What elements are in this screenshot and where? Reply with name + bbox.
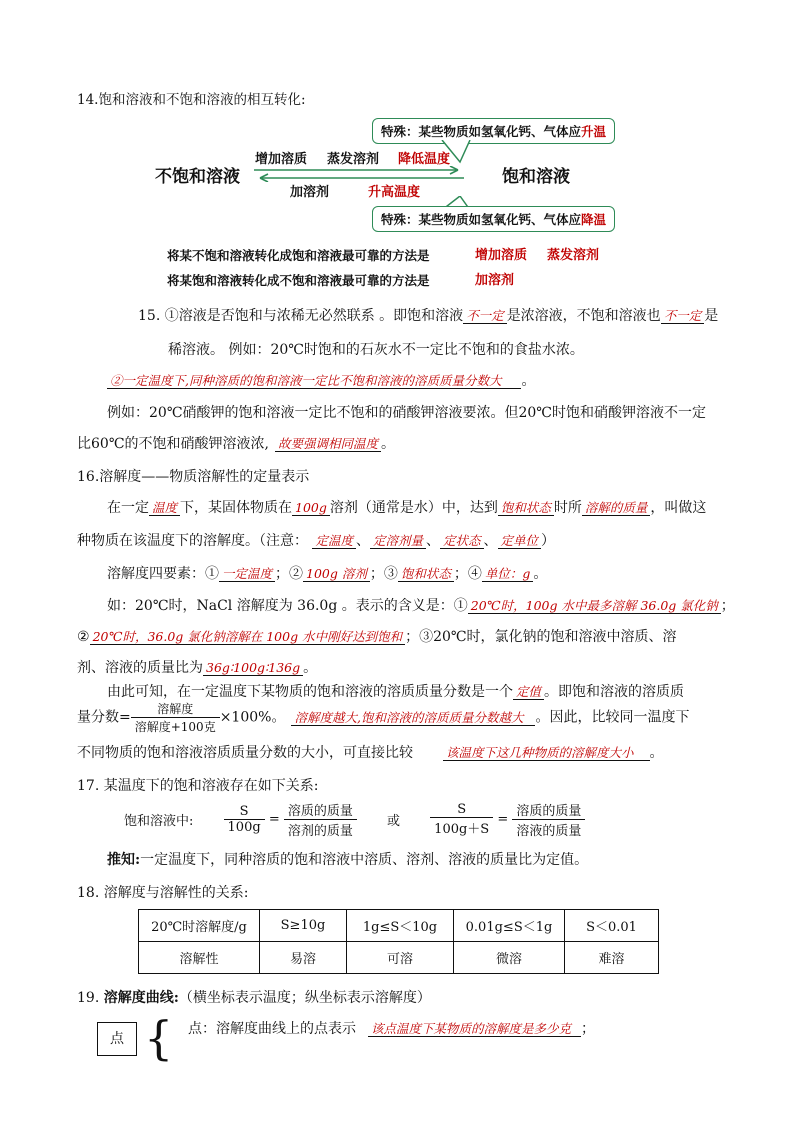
method-unsat-answer-1: 增加溶质 xyxy=(475,248,528,263)
section-16-line-9 xyxy=(77,742,664,762)
s16-note-end: ） xyxy=(541,533,556,549)
special-note-cool xyxy=(372,206,615,232)
s16-elements-end: 。 xyxy=(533,566,548,582)
s17-f4-den: 溶液的质量 xyxy=(516,824,582,839)
section-16-line-6 xyxy=(77,657,317,677)
arrow-label-add-solute: 增加溶质 xyxy=(255,152,308,167)
s16-sep-2: 、 xyxy=(425,533,440,549)
s16-example-3: ；③20℃时，氯化钠的饱和溶液中溶质、溶 xyxy=(405,629,677,645)
section-17-formulas xyxy=(124,800,585,839)
solubility-table xyxy=(138,909,659,974)
s16-answer-saturated: 饱和状态 xyxy=(498,501,554,516)
section-16-line-7 xyxy=(107,681,684,701)
table-cell: 可溶 xyxy=(347,942,454,974)
s17-f1-den: 100g xyxy=(227,820,261,835)
s16-note-1: 定温度 xyxy=(312,534,356,549)
s16-formula-answer: 溶解度越大,饱和溶液的溶质质量分数越大 xyxy=(291,711,535,726)
s17-f3-num: S xyxy=(430,802,493,818)
table-row xyxy=(139,910,659,942)
s16-note-2: 定溶剂量 xyxy=(370,534,426,549)
s15-text-c: 是浓溶液，不饱和溶液也 xyxy=(506,308,661,324)
s16-formula-fraction xyxy=(131,700,220,735)
section-16-line-4 xyxy=(107,595,735,615)
s16-elements-b: ；② xyxy=(275,566,304,582)
section-16-title: 16.溶解度——物质溶解性的定量表示 xyxy=(77,469,310,485)
s17-f1-num: S xyxy=(224,804,265,820)
method-sat-to-unsat: 将某饱和溶液转化成不饱和溶液最可靠的方法是 xyxy=(167,273,430,288)
s16-element-3: 饱和状态 xyxy=(398,567,454,582)
s16-text-b: 下，某固体物质在 xyxy=(180,500,293,516)
s16-answer-temperature: 温度 xyxy=(149,501,180,516)
s19-heading-note: （横坐标表示温度；纵坐标表示溶解度） xyxy=(178,990,431,1006)
s16-text-d: 时所 xyxy=(553,500,582,516)
section-17-inference xyxy=(107,849,588,869)
table-cell: 1g≤S＜10g xyxy=(347,910,454,942)
s16-note-intro: 种物质在该温度下的溶解度。（注意： xyxy=(77,533,308,549)
section-16-line-1 xyxy=(107,497,706,517)
method-sat-answer: 加溶剂 xyxy=(475,273,515,288)
s16-compare-end: 。 xyxy=(649,745,664,761)
s17-f3-den: 100g＋S xyxy=(434,822,490,837)
s16-example-intro: 如：20℃时，NaCl 溶解度为 36.0g 。表示的含义是：① xyxy=(107,598,468,614)
s17-inference-text: 一定温度下，同种溶质的饱和溶液中溶质、溶剂、溶液的质量比为定值。 xyxy=(140,852,589,868)
s17-equals-1: = xyxy=(268,812,280,827)
formula-denominator: 溶解度+100克 xyxy=(134,720,216,734)
s17-fraction-1 xyxy=(224,804,265,835)
special-note-heat-key: 升温 xyxy=(581,124,607,139)
method-unsat-answer-2: 蒸发溶剂 xyxy=(547,248,600,263)
saturated-solution-label: 饱和溶液 xyxy=(502,167,570,187)
s15-text-d: 是 xyxy=(704,308,719,324)
conversion-arrows xyxy=(252,166,468,182)
table-cell: 易溶 xyxy=(260,942,347,974)
s16-text-a: 在一定 xyxy=(107,500,149,516)
s16-ratio-end: 。 xyxy=(303,660,318,676)
table-cell: 溶解性 xyxy=(139,942,260,974)
s15-text-b: 。即饱和溶液 xyxy=(379,308,464,324)
special-note-cool-text: 特殊：某些物质如氢氧化钙、气体应 xyxy=(381,212,582,227)
special-note-heat-text: 特殊：某些物质如氢氧化钙、气体应 xyxy=(381,124,582,139)
arrow-label-add-solvent: 加溶剂 xyxy=(290,185,330,200)
s16-example-2-label: ② xyxy=(77,629,90,645)
s16-ratio-label: 剂、溶液的质量比为 xyxy=(77,660,203,676)
section-18-title: 18. 溶解度与溶解性的关系: xyxy=(77,885,249,901)
s19-point-answer: 该点温度下某物质的溶解度是多少克 xyxy=(368,1022,581,1037)
s16-fraction-text: 。即饱和溶液的溶质质 xyxy=(544,684,685,700)
table-cell: 0.01g≤S＜1g xyxy=(454,910,565,942)
s16-formula-label: 量分数= xyxy=(77,709,131,726)
s17-inference-label: 推知: xyxy=(107,852,141,868)
s16-element-4: 单位：g xyxy=(482,567,534,582)
s16-note-4: 定单位 xyxy=(498,534,542,549)
table-cell: 微溶 xyxy=(454,942,565,974)
section-15-line-2: 稀溶液。 例如：20℃时饱和的石灰水不一定比不饱和的食盐水浓。 xyxy=(168,342,584,358)
s16-text-c: 溶剂（通常是水）中，达到 xyxy=(329,500,498,516)
point-box: 点 xyxy=(97,1022,137,1056)
s17-fraction-4 xyxy=(512,800,585,839)
s16-ratio-answer: 36g∶100g∶136g xyxy=(203,661,303,676)
s16-note-3: 定状态 xyxy=(440,534,484,549)
s16-sep-1: 、 xyxy=(355,533,370,549)
s17-label: 饱和溶液中: xyxy=(124,814,194,829)
s19-number: 19. xyxy=(77,990,100,1006)
table-cell: S＜0.01 xyxy=(565,910,659,942)
s16-element-2: 100g 溶剂 xyxy=(303,567,370,582)
s16-formula-times: ×100%。 xyxy=(219,709,286,726)
s19-point-text: 点：溶解度曲线上的点表示 xyxy=(188,1021,356,1037)
table-row xyxy=(139,942,659,974)
section-16-line-3 xyxy=(107,563,547,583)
section-15-line-1 xyxy=(138,305,718,325)
special-note-cool-key: 降温 xyxy=(581,212,607,227)
s15-answer-1: 不一定 xyxy=(463,309,507,324)
s17-or: 或 xyxy=(387,814,401,829)
table-cell: 20℃时溶解度/g xyxy=(139,910,260,942)
section-15-line-3 xyxy=(107,370,535,390)
s16-elements-intro: 溶解度四要素：① xyxy=(107,566,219,582)
s19-point-end: ； xyxy=(581,1021,596,1037)
s17-fraction-3 xyxy=(430,802,493,837)
s16-elements-d: ；④ xyxy=(453,566,482,582)
section-16-line-5 xyxy=(77,626,677,646)
section-19-point-line xyxy=(188,1018,595,1038)
s15-text-e: 比60℃的不饱和硝酸钾溶液浓, xyxy=(77,436,269,452)
section-14-title: 14.饱和溶液和不饱和溶液的相互转化: xyxy=(77,92,306,108)
method-unsat-to-sat: 将某不饱和溶液转化成饱和溶液最可靠的方法是 xyxy=(167,248,430,263)
unsaturated-solution-label: 不饱和溶液 xyxy=(155,167,240,187)
s16-answer-mass: 溶解的质量 xyxy=(582,501,651,516)
formula-numerator: 溶解度 xyxy=(131,700,220,718)
section-19-title xyxy=(77,987,431,1007)
s17-fraction-2 xyxy=(284,800,357,839)
table-cell: 难溶 xyxy=(565,942,659,974)
s15-period: 。 xyxy=(521,373,536,389)
arrow-label-heat: 升高温度 xyxy=(368,185,421,200)
s17-f4-num: 溶质的质量 xyxy=(512,800,585,820)
s16-sep-3: 、 xyxy=(483,533,498,549)
s19-heading: 溶解度曲线: xyxy=(103,990,179,1006)
curly-brace-icon: { xyxy=(144,1011,174,1065)
s15-answer-3: ②一定温度下,同种溶质的饱和溶液一定比不饱和溶液的溶质质量分数大 xyxy=(107,374,521,389)
s16-text-e: ，叫做这 xyxy=(650,500,707,516)
s16-example-sep: ； xyxy=(720,598,735,614)
s16-fraction-answer: 定值 xyxy=(513,685,544,700)
special-note-heat xyxy=(372,118,615,144)
s17-equals-2: = xyxy=(497,812,509,827)
section-16-line-2 xyxy=(77,530,555,550)
s16-element-1: 一定温度 xyxy=(219,567,275,582)
s15-period-2: 。 xyxy=(380,436,395,452)
section-15-line-5 xyxy=(77,433,395,453)
s16-elements-c: ；③ xyxy=(369,566,398,582)
s16-example-answer-1: 20℃时，100g 水中最多溶解 36.0g 氯化钠 xyxy=(468,599,721,614)
section-17-title: 17. 某温度下的饱和溶液存在如下关系: xyxy=(77,778,319,794)
s16-compare-text: 不同物质的饱和溶液溶质质量分数的大小，可直接比较 xyxy=(77,745,413,761)
section-16-line-8 xyxy=(77,700,689,735)
section-15-line-4: 例如：20℃硝酸钾的饱和溶液一定比不饱和的硝酸钾溶液要浓。但20℃时饱和硝酸钾溶液不一定 xyxy=(107,405,706,421)
s17-f2-num: 溶质的质量 xyxy=(284,800,357,820)
s15-answer-4: 故要强调相同温度 xyxy=(275,437,381,452)
s15-text-a: 15. ①溶液是否饱和与浓稀无必然联系 xyxy=(138,308,375,324)
s15-answer-2: 不一定 xyxy=(661,309,705,324)
table-cell: S≥10g xyxy=(260,910,347,942)
s16-example-answer-2: 20℃时，36.0g 氯化钠溶解在 100g 水中刚好达到饱和 xyxy=(90,630,406,645)
s16-compare-answer: 该温度下这几种物质的溶解度大小 xyxy=(443,746,650,761)
s16-fraction-intro: 由此可知，在一定温度下某物质的饱和溶液的溶质质量分数是一个 xyxy=(107,684,513,700)
s16-formula-text: 。因此，比较同一温度下 xyxy=(535,709,690,726)
arrow-label-evaporate: 蒸发溶剂 xyxy=(327,152,380,167)
s16-answer-100g: 100g xyxy=(292,501,330,516)
arrow-label-cool: 降低温度 xyxy=(398,152,451,167)
s17-f2-den: 溶剂的质量 xyxy=(287,824,353,839)
